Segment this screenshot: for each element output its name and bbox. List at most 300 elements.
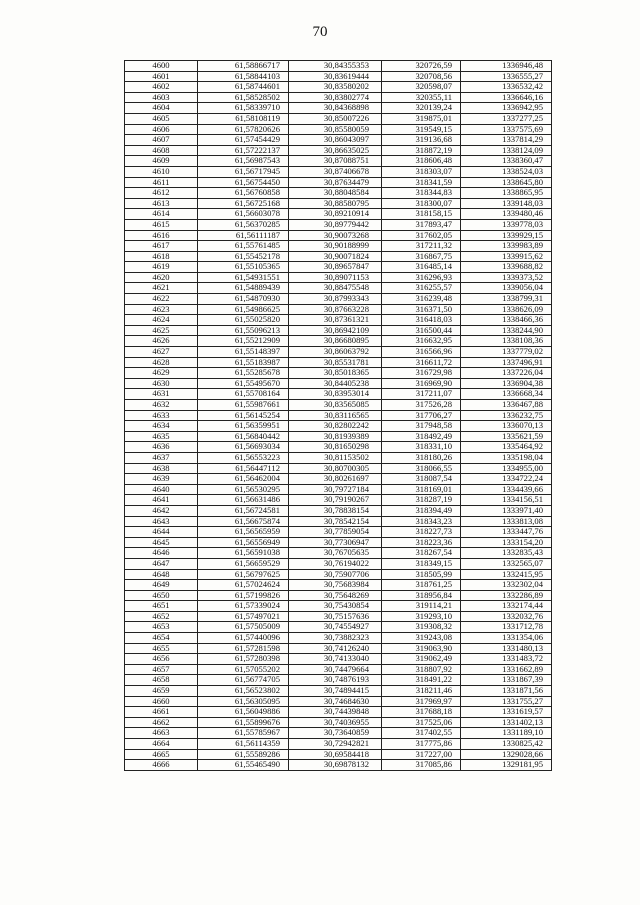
latitude-cell: 61,56840442 bbox=[198, 431, 289, 442]
table-row bbox=[125, 272, 552, 283]
y-coordinate-cell: 1339373,52 bbox=[461, 272, 552, 283]
longitude-cell: 30,87663228 bbox=[289, 304, 382, 315]
y-coordinate-cell: 1336467,88 bbox=[461, 400, 552, 411]
x-coordinate-cell: 317085,86 bbox=[382, 760, 461, 771]
table-row bbox=[125, 739, 552, 750]
longitude-cell: 30,81153502 bbox=[289, 452, 382, 463]
x-coordinate-cell: 318341,59 bbox=[382, 177, 461, 188]
x-coordinate-cell: 316729,98 bbox=[382, 368, 461, 379]
y-coordinate-cell: 1337814,29 bbox=[461, 135, 552, 146]
y-coordinate-cell: 1331755,27 bbox=[461, 696, 552, 707]
latitude-cell: 61,56305095 bbox=[198, 696, 289, 707]
x-coordinate-cell: 319136,68 bbox=[382, 135, 461, 146]
point-number-cell: 4655 bbox=[125, 643, 198, 654]
longitude-cell: 30,83565085 bbox=[289, 400, 382, 411]
latitude-cell: 61,55212909 bbox=[198, 336, 289, 347]
x-coordinate-cell: 318492,49 bbox=[382, 431, 461, 442]
table-row bbox=[125, 686, 552, 697]
longitude-cell: 30,83953014 bbox=[289, 389, 382, 400]
y-coordinate-cell: 1333154,20 bbox=[461, 537, 552, 548]
y-coordinate-cell: 1332174,44 bbox=[461, 601, 552, 612]
table-row bbox=[125, 368, 552, 379]
latitude-cell: 61,58744601 bbox=[198, 82, 289, 93]
latitude-cell: 61,55899676 bbox=[198, 717, 289, 728]
x-coordinate-cell: 320598,07 bbox=[382, 82, 461, 93]
longitude-cell: 30,76705635 bbox=[289, 548, 382, 559]
longitude-cell: 30,90073268 bbox=[289, 230, 382, 241]
x-coordinate-cell: 318223,36 bbox=[382, 537, 461, 548]
y-coordinate-cell: 1333447,76 bbox=[461, 527, 552, 538]
y-coordinate-cell: 1335198,04 bbox=[461, 452, 552, 463]
longitude-cell: 30,80261697 bbox=[289, 474, 382, 485]
latitude-cell: 61,56556949 bbox=[198, 537, 289, 548]
y-coordinate-cell: 1339056,04 bbox=[461, 283, 552, 294]
point-number-cell: 4627 bbox=[125, 347, 198, 358]
x-coordinate-cell: 319114,21 bbox=[382, 601, 461, 612]
point-number-cell: 4645 bbox=[125, 537, 198, 548]
x-coordinate-cell: 318491,22 bbox=[382, 675, 461, 686]
y-coordinate-cell: 1336946,48 bbox=[461, 61, 552, 72]
longitude-cell: 30,79190267 bbox=[289, 495, 382, 506]
y-coordinate-cell: 1338244,90 bbox=[461, 325, 552, 336]
x-coordinate-cell: 317893,47 bbox=[382, 219, 461, 230]
y-coordinate-cell: 1336232,75 bbox=[461, 410, 552, 421]
table-row bbox=[125, 347, 552, 358]
point-number-cell: 4631 bbox=[125, 389, 198, 400]
point-number-cell: 4661 bbox=[125, 707, 198, 718]
table-row bbox=[125, 516, 552, 527]
latitude-cell: 61,56359951 bbox=[198, 421, 289, 432]
table-row bbox=[125, 357, 552, 368]
point-number-cell: 4602 bbox=[125, 82, 198, 93]
latitude-cell: 61,58528502 bbox=[198, 92, 289, 103]
x-coordinate-cell: 318807,92 bbox=[382, 664, 461, 675]
latitude-cell: 61,57820626 bbox=[198, 124, 289, 135]
longitude-cell: 30,88580795 bbox=[289, 198, 382, 209]
point-number-cell: 4622 bbox=[125, 294, 198, 305]
table-row bbox=[125, 378, 552, 389]
y-coordinate-cell: 1331871,56 bbox=[461, 686, 552, 697]
x-coordinate-cell: 316566,96 bbox=[382, 347, 461, 358]
table-row bbox=[125, 156, 552, 167]
x-coordinate-cell: 317211,32 bbox=[382, 241, 461, 252]
latitude-cell: 61,55987661 bbox=[198, 400, 289, 411]
x-coordinate-cell: 318180,26 bbox=[382, 452, 461, 463]
point-number-cell: 4646 bbox=[125, 548, 198, 559]
point-number-cell: 4663 bbox=[125, 728, 198, 739]
latitude-cell: 61,56693034 bbox=[198, 442, 289, 453]
x-coordinate-cell: 318158,15 bbox=[382, 209, 461, 220]
point-number-cell: 4636 bbox=[125, 442, 198, 453]
point-number-cell: 4664 bbox=[125, 739, 198, 750]
y-coordinate-cell: 1339480,46 bbox=[461, 209, 552, 220]
table-row bbox=[125, 71, 552, 82]
y-coordinate-cell: 1336555,27 bbox=[461, 71, 552, 82]
point-number-cell: 4650 bbox=[125, 590, 198, 601]
table-row bbox=[125, 124, 552, 135]
point-number-cell: 4624 bbox=[125, 315, 198, 326]
latitude-cell: 61,56760858 bbox=[198, 188, 289, 199]
y-coordinate-cell: 1331480,13 bbox=[461, 643, 552, 654]
latitude-cell: 61,56724581 bbox=[198, 505, 289, 516]
x-coordinate-cell: 316239,48 bbox=[382, 294, 461, 305]
longitude-cell: 30,85531781 bbox=[289, 357, 382, 368]
x-coordinate-cell: 316418,03 bbox=[382, 315, 461, 326]
table-row bbox=[125, 166, 552, 177]
latitude-cell: 61,55495670 bbox=[198, 378, 289, 389]
x-coordinate-cell: 316867,75 bbox=[382, 251, 461, 262]
table-row bbox=[125, 749, 552, 760]
x-coordinate-cell: 317402,55 bbox=[382, 728, 461, 739]
point-number-cell: 4621 bbox=[125, 283, 198, 294]
latitude-cell: 61,56523802 bbox=[198, 686, 289, 697]
longitude-cell: 30,89657847 bbox=[289, 262, 382, 273]
longitude-cell: 30,72942821 bbox=[289, 739, 382, 750]
longitude-cell: 30,73882323 bbox=[289, 633, 382, 644]
y-coordinate-cell: 1336532,42 bbox=[461, 82, 552, 93]
latitude-cell: 61,55025820 bbox=[198, 315, 289, 326]
point-number-cell: 4604 bbox=[125, 103, 198, 114]
y-coordinate-cell: 1336646,16 bbox=[461, 92, 552, 103]
table-row bbox=[125, 580, 552, 591]
table-row bbox=[125, 717, 552, 728]
x-coordinate-cell: 318227,73 bbox=[382, 527, 461, 538]
x-coordinate-cell: 318211,46 bbox=[382, 686, 461, 697]
table-row bbox=[125, 664, 552, 675]
y-coordinate-cell: 1333813,08 bbox=[461, 516, 552, 527]
point-number-cell: 4635 bbox=[125, 431, 198, 442]
latitude-cell: 61,55285678 bbox=[198, 368, 289, 379]
point-number-cell: 4653 bbox=[125, 622, 198, 633]
table-row bbox=[125, 654, 552, 665]
longitude-cell: 30,74684630 bbox=[289, 696, 382, 707]
latitude-cell: 61,56754450 bbox=[198, 177, 289, 188]
x-coordinate-cell: 318287,19 bbox=[382, 495, 461, 506]
latitude-cell: 61,57339024 bbox=[198, 601, 289, 612]
x-coordinate-cell: 320355,11 bbox=[382, 92, 461, 103]
x-coordinate-cell: 317948,58 bbox=[382, 421, 461, 432]
latitude-cell: 61,58339710 bbox=[198, 103, 289, 114]
y-coordinate-cell: 1331662,89 bbox=[461, 664, 552, 675]
point-number-cell: 4611 bbox=[125, 177, 198, 188]
table-row bbox=[125, 728, 552, 739]
x-coordinate-cell: 318956,84 bbox=[382, 590, 461, 601]
longitude-cell: 30,87406678 bbox=[289, 166, 382, 177]
point-number-cell: 4637 bbox=[125, 452, 198, 463]
table-row bbox=[125, 760, 552, 771]
table-row bbox=[125, 558, 552, 569]
longitude-cell: 30,83802774 bbox=[289, 92, 382, 103]
table-row bbox=[125, 707, 552, 718]
latitude-cell: 61,55096213 bbox=[198, 325, 289, 336]
latitude-cell: 61,57505009 bbox=[198, 622, 289, 633]
x-coordinate-cell: 319243,08 bbox=[382, 633, 461, 644]
x-coordinate-cell: 316296,93 bbox=[382, 272, 461, 283]
y-coordinate-cell: 1338865,95 bbox=[461, 188, 552, 199]
x-coordinate-cell: 318394,49 bbox=[382, 505, 461, 516]
longitude-cell: 30,69878132 bbox=[289, 760, 382, 771]
y-coordinate-cell: 1336070,13 bbox=[461, 421, 552, 432]
longitude-cell: 30,77306947 bbox=[289, 537, 382, 548]
latitude-cell: 61,56591038 bbox=[198, 548, 289, 559]
table-row bbox=[125, 177, 552, 188]
table-row bbox=[125, 283, 552, 294]
y-coordinate-cell: 1333971,40 bbox=[461, 505, 552, 516]
point-number-cell: 4629 bbox=[125, 368, 198, 379]
x-coordinate-cell: 318066,55 bbox=[382, 463, 461, 474]
table-row bbox=[125, 145, 552, 156]
point-number-cell: 4641 bbox=[125, 495, 198, 506]
point-number-cell: 4648 bbox=[125, 569, 198, 580]
x-coordinate-cell: 317526,28 bbox=[382, 400, 461, 411]
y-coordinate-cell: 1338524,03 bbox=[461, 166, 552, 177]
table-row bbox=[125, 452, 552, 463]
point-number-cell: 4626 bbox=[125, 336, 198, 347]
x-coordinate-cell: 316371,50 bbox=[382, 304, 461, 315]
table-row bbox=[125, 675, 552, 686]
longitude-cell: 30,90071824 bbox=[289, 251, 382, 262]
latitude-cell: 61,55589286 bbox=[198, 749, 289, 760]
longitude-cell: 30,69584418 bbox=[289, 749, 382, 760]
longitude-cell: 30,75157636 bbox=[289, 611, 382, 622]
table-row bbox=[125, 400, 552, 411]
latitude-cell: 61,55183987 bbox=[198, 357, 289, 368]
longitude-cell: 30,84355353 bbox=[289, 61, 382, 72]
point-number-cell: 4610 bbox=[125, 166, 198, 177]
latitude-cell: 61,56447112 bbox=[198, 463, 289, 474]
point-number-cell: 4642 bbox=[125, 505, 198, 516]
longitude-cell: 30,74133040 bbox=[289, 654, 382, 665]
longitude-cell: 30,82802242 bbox=[289, 421, 382, 432]
y-coordinate-cell: 1338124,09 bbox=[461, 145, 552, 156]
longitude-cell: 30,86680895 bbox=[289, 336, 382, 347]
y-coordinate-cell: 1338108,36 bbox=[461, 336, 552, 347]
longitude-cell: 30,78542154 bbox=[289, 516, 382, 527]
point-number-cell: 4603 bbox=[125, 92, 198, 103]
y-coordinate-cell: 1339148,03 bbox=[461, 198, 552, 209]
point-number-cell: 4666 bbox=[125, 760, 198, 771]
y-coordinate-cell: 1337496,91 bbox=[461, 357, 552, 368]
longitude-cell: 30,84405238 bbox=[289, 378, 382, 389]
point-number-cell: 4606 bbox=[125, 124, 198, 135]
table-row bbox=[125, 569, 552, 580]
x-coordinate-cell: 316485,14 bbox=[382, 262, 461, 273]
table-row bbox=[125, 82, 552, 93]
table-row bbox=[125, 611, 552, 622]
y-coordinate-cell: 1338466,36 bbox=[461, 315, 552, 326]
longitude-cell: 30,81650298 bbox=[289, 442, 382, 453]
table-row bbox=[125, 92, 552, 103]
x-coordinate-cell: 318169,01 bbox=[382, 484, 461, 495]
point-number-cell: 4618 bbox=[125, 251, 198, 262]
latitude-cell: 61,56987543 bbox=[198, 156, 289, 167]
longitude-cell: 30,88475548 bbox=[289, 283, 382, 294]
y-coordinate-cell: 1338645,80 bbox=[461, 177, 552, 188]
table-row bbox=[125, 61, 552, 72]
table-row bbox=[125, 431, 552, 442]
y-coordinate-cell: 1329028,66 bbox=[461, 749, 552, 760]
table-row bbox=[125, 325, 552, 336]
x-coordinate-cell: 320708,56 bbox=[382, 71, 461, 82]
point-number-cell: 4657 bbox=[125, 664, 198, 675]
x-coordinate-cell: 318606,48 bbox=[382, 156, 461, 167]
table-row bbox=[125, 548, 552, 559]
y-coordinate-cell: 1336668,34 bbox=[461, 389, 552, 400]
y-coordinate-cell: 1332565,07 bbox=[461, 558, 552, 569]
x-coordinate-cell: 318343,23 bbox=[382, 516, 461, 527]
table-row bbox=[125, 537, 552, 548]
x-coordinate-cell: 317775,86 bbox=[382, 739, 461, 750]
table-row bbox=[125, 484, 552, 495]
table-row bbox=[125, 188, 552, 199]
longitude-cell: 30,86942109 bbox=[289, 325, 382, 336]
x-coordinate-cell: 317525,06 bbox=[382, 717, 461, 728]
x-coordinate-cell: 319293,10 bbox=[382, 611, 461, 622]
longitude-cell: 30,74554927 bbox=[289, 622, 382, 633]
coordinates-table-body bbox=[125, 61, 552, 771]
latitude-cell: 61,56675874 bbox=[198, 516, 289, 527]
latitude-cell: 61,57281598 bbox=[198, 643, 289, 654]
y-coordinate-cell: 1335621,59 bbox=[461, 431, 552, 442]
table-row bbox=[125, 389, 552, 400]
table-row bbox=[125, 590, 552, 601]
point-number-cell: 4625 bbox=[125, 325, 198, 336]
y-coordinate-cell: 1332286,89 bbox=[461, 590, 552, 601]
longitude-cell: 30,74894415 bbox=[289, 686, 382, 697]
point-number-cell: 4630 bbox=[125, 378, 198, 389]
table-row bbox=[125, 495, 552, 506]
table-row bbox=[125, 241, 552, 252]
point-number-cell: 4619 bbox=[125, 262, 198, 273]
point-number-cell: 4609 bbox=[125, 156, 198, 167]
y-coordinate-cell: 1334722,24 bbox=[461, 474, 552, 485]
table-row bbox=[125, 633, 552, 644]
x-coordinate-cell: 319308,32 bbox=[382, 622, 461, 633]
y-coordinate-cell: 1337779,02 bbox=[461, 347, 552, 358]
page-number: 70 bbox=[312, 24, 328, 40]
latitude-cell: 61,57280398 bbox=[198, 654, 289, 665]
longitude-cell: 30,85007226 bbox=[289, 113, 382, 124]
latitude-cell: 61,54986625 bbox=[198, 304, 289, 315]
x-coordinate-cell: 319875,01 bbox=[382, 113, 461, 124]
point-number-cell: 4644 bbox=[125, 527, 198, 538]
point-number-cell: 4654 bbox=[125, 633, 198, 644]
table-row bbox=[125, 294, 552, 305]
x-coordinate-cell: 318344,83 bbox=[382, 188, 461, 199]
y-coordinate-cell: 1339929,15 bbox=[461, 230, 552, 241]
latitude-cell: 61,56145254 bbox=[198, 410, 289, 421]
latitude-cell: 61,55452178 bbox=[198, 251, 289, 262]
latitude-cell: 61,55465490 bbox=[198, 760, 289, 771]
point-number-cell: 4617 bbox=[125, 241, 198, 252]
point-number-cell: 4612 bbox=[125, 188, 198, 199]
point-number-cell: 4623 bbox=[125, 304, 198, 315]
x-coordinate-cell: 317706,27 bbox=[382, 410, 461, 421]
point-number-cell: 4616 bbox=[125, 230, 198, 241]
point-number-cell: 4605 bbox=[125, 113, 198, 124]
latitude-cell: 61,57024624 bbox=[198, 580, 289, 591]
point-number-cell: 4652 bbox=[125, 611, 198, 622]
x-coordinate-cell: 316255,57 bbox=[382, 283, 461, 294]
x-coordinate-cell: 316969,90 bbox=[382, 378, 461, 389]
point-number-cell: 4613 bbox=[125, 198, 198, 209]
y-coordinate-cell: 1337277,25 bbox=[461, 113, 552, 124]
latitude-cell: 61,55148397 bbox=[198, 347, 289, 358]
latitude-cell: 61,55785967 bbox=[198, 728, 289, 739]
y-coordinate-cell: 1338360,47 bbox=[461, 156, 552, 167]
y-coordinate-cell: 1336942,95 bbox=[461, 103, 552, 114]
longitude-cell: 30,74876193 bbox=[289, 675, 382, 686]
table-row bbox=[125, 442, 552, 453]
x-coordinate-cell: 319549,15 bbox=[382, 124, 461, 135]
y-coordinate-cell: 1336904,38 bbox=[461, 378, 552, 389]
longitude-cell: 30,84368898 bbox=[289, 103, 382, 114]
x-coordinate-cell: 318300,07 bbox=[382, 198, 461, 209]
latitude-cell: 61,56659529 bbox=[198, 558, 289, 569]
table-row bbox=[125, 601, 552, 612]
longitude-cell: 30,78838154 bbox=[289, 505, 382, 516]
point-number-cell: 4665 bbox=[125, 749, 198, 760]
x-coordinate-cell: 318331,10 bbox=[382, 442, 461, 453]
longitude-cell: 30,87088751 bbox=[289, 156, 382, 167]
x-coordinate-cell: 317969,97 bbox=[382, 696, 461, 707]
latitude-cell: 61,57199826 bbox=[198, 590, 289, 601]
longitude-cell: 30,87993343 bbox=[289, 294, 382, 305]
latitude-cell: 61,54889439 bbox=[198, 283, 289, 294]
longitude-cell: 30,80700305 bbox=[289, 463, 382, 474]
point-number-cell: 4658 bbox=[125, 675, 198, 686]
table-row bbox=[125, 230, 552, 241]
latitude-cell: 61,54870930 bbox=[198, 294, 289, 305]
x-coordinate-cell: 318872,19 bbox=[382, 145, 461, 156]
latitude-cell: 61,56717945 bbox=[198, 166, 289, 177]
table-row bbox=[125, 527, 552, 538]
x-coordinate-cell: 317211,07 bbox=[382, 389, 461, 400]
x-coordinate-cell: 319062,49 bbox=[382, 654, 461, 665]
longitude-cell: 30,83116565 bbox=[289, 410, 382, 421]
latitude-cell: 61,56603078 bbox=[198, 209, 289, 220]
table-row bbox=[125, 209, 552, 220]
table-row bbox=[125, 103, 552, 114]
table-row bbox=[125, 251, 552, 262]
longitude-cell: 30,75683984 bbox=[289, 580, 382, 591]
point-number-cell: 4601 bbox=[125, 71, 198, 82]
point-number-cell: 4628 bbox=[125, 357, 198, 368]
latitude-cell: 61,56049886 bbox=[198, 707, 289, 718]
longitude-cell: 30,73640859 bbox=[289, 728, 382, 739]
longitude-cell: 30,74479664 bbox=[289, 664, 382, 675]
point-number-cell: 4607 bbox=[125, 135, 198, 146]
longitude-cell: 30,83580202 bbox=[289, 82, 382, 93]
longitude-cell: 30,75648269 bbox=[289, 590, 382, 601]
y-coordinate-cell: 1338799,31 bbox=[461, 294, 552, 305]
longitude-cell: 30,74036955 bbox=[289, 717, 382, 728]
longitude-cell: 30,75907706 bbox=[289, 569, 382, 580]
y-coordinate-cell: 1331712,78 bbox=[461, 622, 552, 633]
point-number-cell: 4651 bbox=[125, 601, 198, 612]
table-row bbox=[125, 505, 552, 516]
longitude-cell: 30,81939389 bbox=[289, 431, 382, 442]
point-number-cell: 4660 bbox=[125, 696, 198, 707]
longitude-cell: 30,86043097 bbox=[289, 135, 382, 146]
table-row bbox=[125, 304, 552, 315]
point-number-cell: 4614 bbox=[125, 209, 198, 220]
x-coordinate-cell: 316632,95 bbox=[382, 336, 461, 347]
y-coordinate-cell: 1338626,09 bbox=[461, 304, 552, 315]
table-row bbox=[125, 474, 552, 485]
table-row bbox=[125, 463, 552, 474]
latitude-cell: 61,56462004 bbox=[198, 474, 289, 485]
